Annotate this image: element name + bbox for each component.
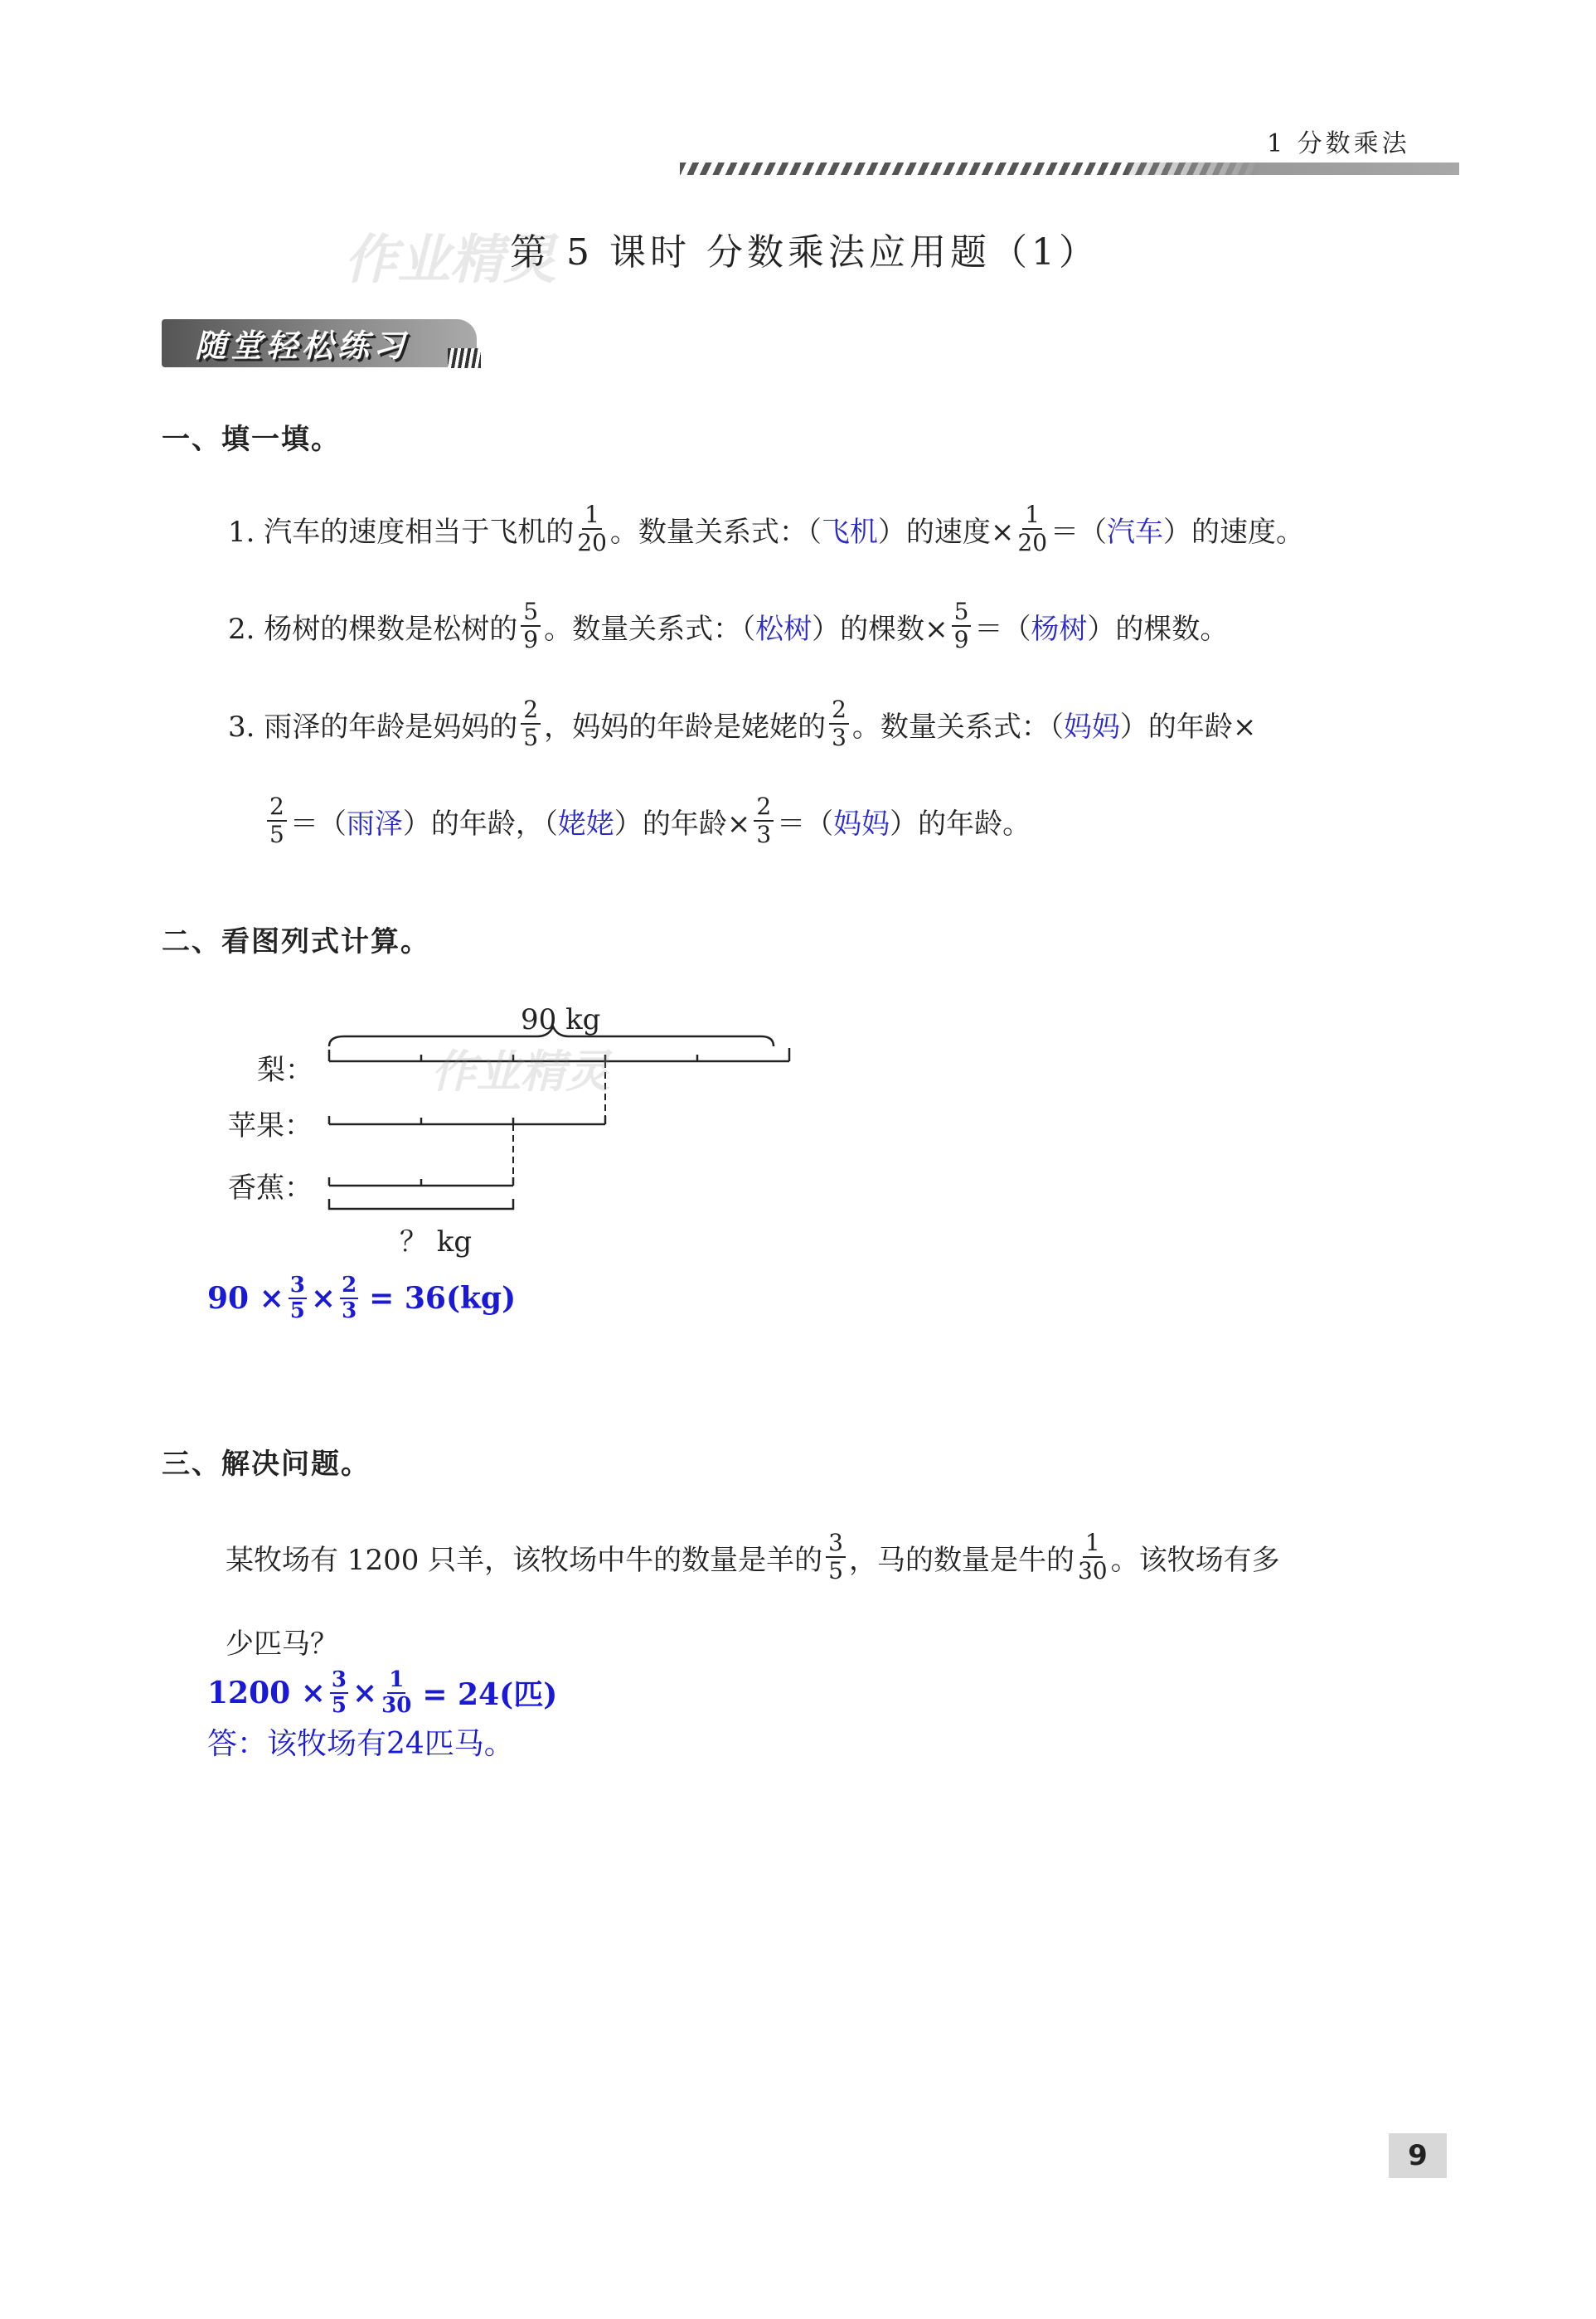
section-badge-label: 随堂轻松练习 [195,327,410,364]
lesson-title: 第 5 课时 分数乘法应用题（1） [510,231,1099,274]
watermark-diagram: 作业精灵 [431,1045,610,1098]
section-3-heading: 三、解决问题。 [162,1448,371,1481]
fraction: $\frac{1}{30}$ [1077,1529,1108,1585]
section-3-answer-equation: 1200 × $\frac{3}{5}$ × $\frac{1}{30}$ = 24(匹) [207,1667,558,1718]
section-2-heading: 二、看图列式计算。 [162,925,430,958]
problem-line-2: 少匹马？ [226,1628,338,1661]
diagram-unknown-label: ？ kg [400,1225,473,1259]
answer-blank: 姥姥 [557,807,614,841]
section-3-answer-reply: 答：该牧场有24匹马。 [207,1727,514,1761]
answer-blank: 杨树 [1031,612,1088,646]
answer-blank: 妈妈 [833,807,890,841]
fraction: $\frac{3}{5}$ [289,1273,305,1323]
fraction: $\frac{2}{3}$ [829,696,849,751]
answer-blank: 飞机 [821,515,878,549]
section-1-heading: 一、填一填。 [162,423,341,456]
question-3-line-1: 3. 雨泽的年龄是妈妈的 $\frac{2}{5}$ ，妈妈的年龄是姥姥的 $\frac{2}{3}$ 。数量关系式：（ 妈妈 ）的年龄× [228,696,1257,752]
fraction: $\frac{2}{3}$ [342,1273,357,1323]
answer-blank: 汽车 [1107,515,1164,549]
diagram-banana-label: 香蕉： [228,1172,313,1205]
diagram-pear-label: 梨： [257,1054,313,1087]
header-gradient-bar [1128,163,1459,175]
question-3-line-2: $\frac{2}{5}$ ＝（ 雨泽 ）的年龄，（ 姥姥 ）的年龄× $\frac{2}{3}$ ＝（ 妈妈 ）的年龄。 [264,793,1031,848]
answer-blank: 松树 [755,612,813,646]
answer-blank: 妈妈 [1063,710,1120,744]
fraction: $\frac{1}{20}$ [1017,501,1048,557]
unknown-bracket [329,1199,513,1209]
fraction: $\frac{2}{5}$ [521,696,541,751]
watermark-title: 作业精灵 [344,230,556,291]
fraction: $\frac{3}{5}$ [826,1530,846,1584]
fraction: $\frac{1}{20}$ [577,501,607,557]
chapter-header: 1 分数乘法 [1267,129,1410,158]
answer-blank: 雨泽 [346,807,403,841]
fraction: $\frac{5}{9}$ [952,599,972,653]
page-number: 9 [1389,2133,1447,2178]
fraction: $\frac{3}{5}$ [331,1667,347,1718]
problem-line-1: 某牧场有 1200 只羊，该牧场中牛的数量是羊的 $\frac{3}{5}$ ，马的数量是牛的 $\frac{1}{30}$ 。该牧场有多 [226,1529,1280,1585]
fraction: $\frac{5}{9}$ [521,599,541,653]
diagram-apple-label: 苹果： [228,1109,313,1143]
fraction: $\frac{1}{30}$ [381,1667,412,1718]
section-2-answer: 90 × $\frac{3}{5}$ × $\frac{2}{3}$ = 36(kg) [207,1273,517,1323]
badge-stripes [448,348,481,368]
fraction: $\frac{2}{5}$ [267,793,287,848]
question-1: 1. 汽车的速度相当于飞机的 $\frac{1}{20}$ 。数量关系式：（ 飞机 ）的速度× $\frac{1}{20}$ ＝（ 汽车 ）的速度。 [228,501,1305,557]
diagram-total-label: 90 kg [521,1003,601,1036]
question-2: 2. 杨树的棵数是松树的 $\frac{5}{9}$ 。数量关系式：（ 松树 ）的棵数× $\frac{5}{9}$ ＝（ 杨树 ）的棵数。 [228,598,1229,654]
fraction: $\frac{2}{3}$ [754,793,774,848]
